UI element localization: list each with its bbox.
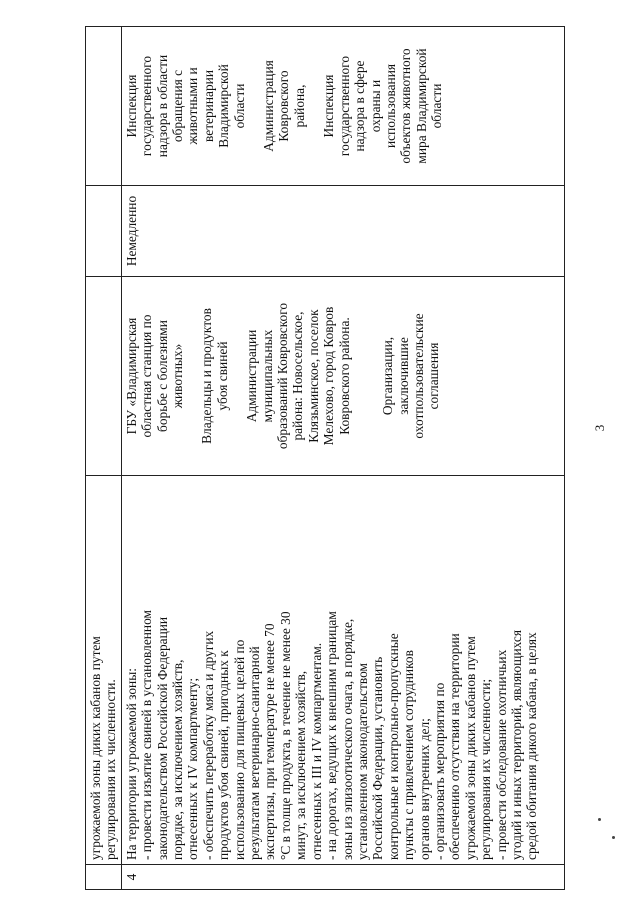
executor-line: муниципальных [259, 329, 275, 423]
executor-line: борьбе с болезнями [154, 320, 170, 432]
control-line: охраны и [367, 79, 383, 133]
executor-line: Владельцы и продуктов [199, 308, 215, 444]
executor-line: животных» [170, 343, 186, 409]
control-line: государственного [336, 55, 352, 157]
executor-line: соглашения [426, 342, 442, 410]
scan-speck [598, 818, 601, 821]
measure-line: установленном законодательством [354, 663, 370, 860]
line-gap [366, 281, 380, 471]
executor-line: образований Ковровского [275, 302, 291, 450]
control-line: обращения с [170, 69, 186, 143]
measure-line: порядке, за исключением хозяйств, [170, 659, 186, 860]
control-line: района, [291, 84, 307, 128]
control-line: надзора в сфере [352, 60, 368, 152]
rotated-table-wrapper [85, 30, 565, 890]
cell-measure [86, 476, 122, 865]
cell-term [86, 186, 122, 277]
page-number: 3 [592, 424, 607, 432]
line-gap [185, 281, 199, 471]
executor-line: ГБУ «Владимирская [123, 317, 139, 435]
executor-line: Администрации [244, 329, 260, 423]
executor-line: убоя свиней [214, 341, 230, 411]
measure-line: регулирования их численности. [103, 679, 119, 860]
line-gap [352, 281, 366, 471]
control-line: мира Владимирской [413, 48, 429, 164]
cell-measure [121, 476, 564, 865]
measure-line: экспертизы, при температуре не менее 70 [262, 623, 278, 860]
measure-line: - обеспечить переработку мяса и других [200, 630, 216, 860]
table-row [121, 27, 564, 890]
measure-line: угодий и иных территорий, являющихся [508, 629, 524, 860]
measure-line: использованию для пищевых целей по [231, 639, 247, 860]
control-line: области [429, 83, 445, 129]
control-line: Инспекция [321, 74, 337, 138]
measure-line: - провести обследование охотничьих [493, 649, 509, 860]
cell-executors [121, 277, 564, 476]
table-row [86, 27, 122, 890]
line-gap [230, 281, 244, 471]
measure-line: - на дорогах, ведущих к внешним границам [324, 611, 340, 860]
measure-line: зоны из эпизоотического очага, в порядке, [339, 618, 355, 860]
control-line: области [231, 83, 247, 129]
cell-number [86, 865, 122, 890]
cell-control [121, 27, 564, 186]
control-line: Администрация [261, 60, 277, 152]
cell-control [86, 27, 122, 186]
measure-line: - провести изъятие свиней в установленном [139, 609, 155, 860]
control-line: объектов животного [398, 48, 414, 164]
line-gap [247, 31, 261, 181]
measure-line: °С в толще продукта, в течение не менее 30 [277, 611, 293, 860]
scan-speck [612, 836, 615, 839]
measure-line: Российской Федерации, установить [370, 656, 386, 860]
executor-line: Мелехово, город Ковров [321, 306, 337, 446]
measure-line: минут, за исключением хозяйств, [293, 670, 309, 860]
measure-line: угрожаемой зоны диких кабанов путем [462, 636, 478, 860]
control-line: ветеринарии [200, 70, 216, 142]
term-text: Немедленно [123, 195, 139, 267]
measure-line: законодательством Российской Федерации [154, 616, 170, 860]
cell-number [121, 865, 564, 890]
measures-table [85, 26, 565, 890]
executor-line: заключившие [395, 337, 411, 415]
control-line: использования [382, 63, 398, 149]
executor-line: Клязьминское, поселок [305, 309, 321, 443]
measure-line: органов внутренних дел; [416, 718, 432, 860]
executor-line: района: Новосельское, [290, 311, 306, 441]
measure-line: продуктов убоя свиней, пригодных к [216, 650, 232, 860]
executor-line: Организации, [380, 336, 396, 416]
measure-line: средой обитания дикого кабана, в целях [524, 632, 540, 860]
measure-line: отнесенных к III и IV компартментам. [308, 642, 324, 860]
measure-line: пункты с привлечением сотрудников [401, 650, 417, 860]
control-line: Инспекция [123, 74, 139, 138]
executor-line: областная станция по [139, 314, 155, 438]
control-line: животными и [185, 67, 201, 145]
executor-line: Ковровского района. [336, 317, 352, 435]
control-line: Ковровского [276, 70, 292, 142]
measure-line: угрожаемой зоны диких кабанов путем [88, 636, 103, 860]
executor-line: охотпользовательские [410, 313, 426, 439]
measure-line: результатам ветеринарно-санитарной [247, 646, 263, 860]
measure-line: обеспечению отсутствия на территории [447, 633, 463, 860]
line-gap [307, 31, 321, 181]
measure-line: регулирования их численности; [478, 678, 494, 860]
cell-term [121, 186, 564, 277]
control-line: Владимирской [216, 64, 232, 148]
row-number: 4 [123, 873, 139, 881]
measure-line: отнесенных к IV компартменту; [185, 677, 201, 860]
control-line: надзора в области [154, 54, 170, 158]
measure-line: - организовать мероприятия по [431, 682, 447, 860]
control-line: государственного [139, 55, 155, 157]
cell-executors [86, 277, 122, 476]
measure-line: На территории угрожаемой зоны: [123, 668, 139, 860]
measure-line: контрольные и контрольно-пропускные [385, 633, 401, 860]
